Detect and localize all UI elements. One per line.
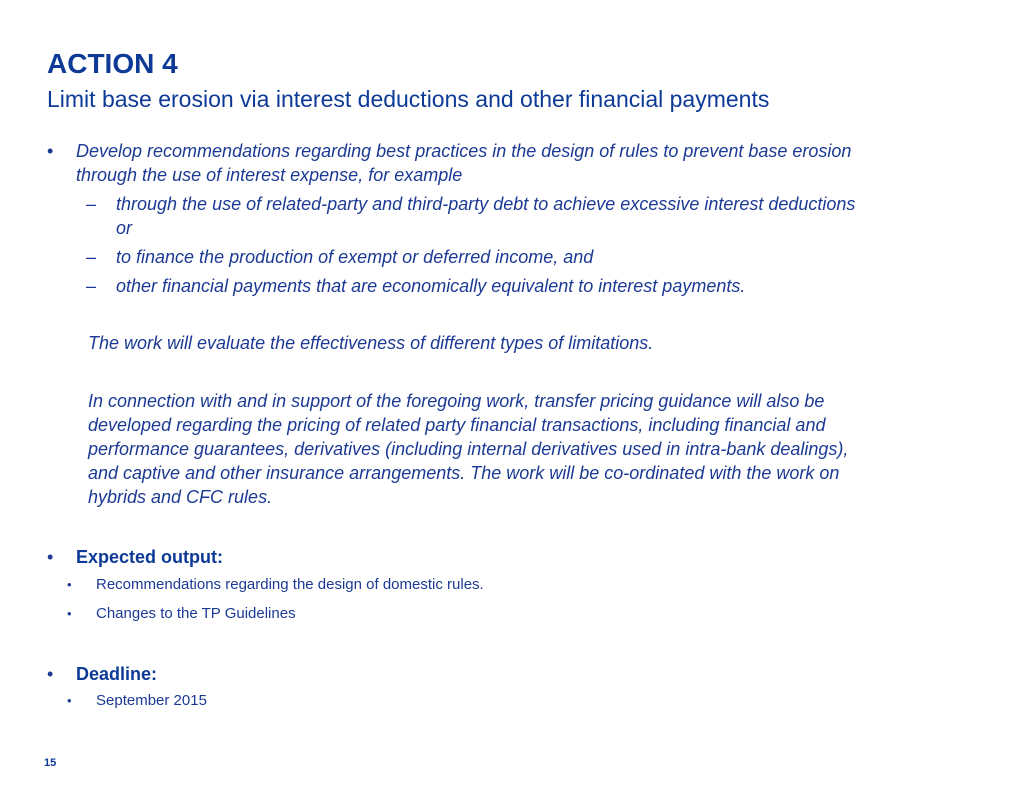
page-number: 15 — [44, 757, 57, 769]
paragraph-text: performance guarantees, derivatives (including internal derivatives used in intra-bank dealings), — [88, 439, 849, 459]
bullet-marker: • — [67, 577, 72, 592]
expected-output-item: Recommendations regarding the design of domestic rules. — [96, 576, 484, 593]
sub-bullet-text: or — [116, 218, 133, 238]
deadline-heading: Deadline: — [76, 664, 158, 684]
sub-bullet-text: other financial payments that are economically equivalent to interest payments. — [116, 276, 746, 296]
dash-marker: – — [86, 276, 97, 296]
slide-subtitle: Limit base erosion via interest deductions and other financial payments — [47, 86, 770, 112]
bullet-text: through the use of interest expense, for example — [76, 165, 463, 185]
paragraph-text: and captive and other insurance arrangements. The work will be co-ordinated with the work on — [88, 463, 840, 483]
sub-bullet-text: through the use of related-party and third-party debt to achieve excessive interest deductions — [116, 194, 856, 214]
bullet-marker: • — [47, 141, 54, 161]
paragraph-text: hybrids and CFC rules. — [88, 487, 273, 507]
expected-output-heading: Expected output: — [76, 547, 223, 567]
deadline-item: September 2015 — [96, 692, 207, 709]
paragraph-text: The work will evaluate the effectiveness of different types of limitations. — [88, 333, 654, 353]
bullet-marker: • — [67, 606, 72, 621]
bullet-marker: • — [67, 693, 72, 708]
slide-title: ACTION 4 — [47, 48, 178, 79]
bullet-marker: • — [47, 547, 54, 567]
bullet-text: Develop recommendations regarding best practices in the design of rules to prevent base erosion — [76, 141, 852, 161]
expected-output-item: Changes to the TP Guidelines — [96, 605, 296, 622]
paragraph-text: In connection with and in support of the foregoing work, transfer pricing guidance will also be — [88, 391, 825, 411]
paragraph-text: developed regarding the pricing of related party financial transactions, including financial and — [88, 415, 826, 435]
sub-bullet-text: to finance the production of exempt or deferred income, and — [116, 247, 594, 267]
bullet-marker: • — [47, 664, 54, 684]
dash-marker: – — [86, 247, 97, 267]
dash-marker: – — [86, 194, 97, 214]
